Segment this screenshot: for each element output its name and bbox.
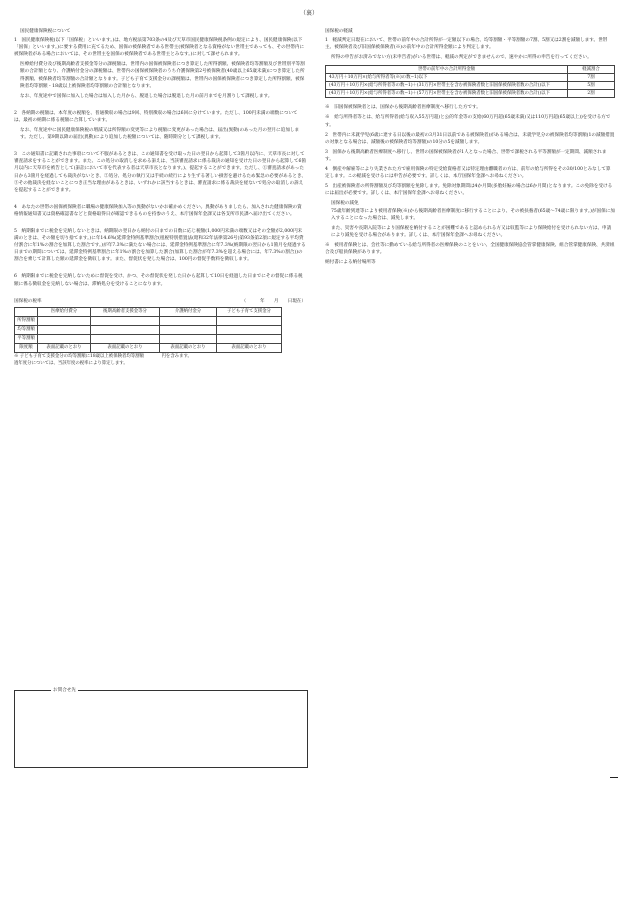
exemption-title: 国保税の減免 — [331, 201, 359, 207]
left-item-1-detail: 医療給付費分及び後期高齢者支援金等分の課税額は、世帯内の国保被保険者につき算定した所得割額、被保険者均等割額及び世帯別平等割額の合計額となり、介護納付金分の課税額は、世帯内の国保被保険者のうち介護保険第2号被保険者(40歳以上65歳未満)につき算定した所得割額、被保険者均等割額の合計額となります。子ども子育て支援金分の課税額は、世帯内の国保被保険者につき算定した所得割額、被保険者均等割額・18歳以上被保険者均等割額の合計額となります。 — [20, 62, 305, 89]
edge-mark — [610, 777, 618, 778]
tax-rate-title: 国保税の税率 — [14, 298, 42, 304]
left-item-5: 5 納期限までに税金を完納しないときは、納期限の翌日から納付の日までの日数に応じ税額(1,000円未満の端数又はその全額が2,000円未満のときは、その額を切り捨てます。)に年14.6%(延滞金特例基準割合(租税特別措置法(昭和32年法律第26号)第93条第2項に規定する平均貸付割合に年1%の割合を加算した割合です。)が年7.3%に満たない場合には、延滞金特例基準割合に年7.3%(納期限の翌日から1箇月を経過する日までの期間については、延滞金特例基準割合に年1%の割合を加算した割合(加算した割合が年7.3%を超える場合には、年7.3%の割合))の割合を乗じて計算した額の延滞金を徴収します。また、督促状を発した場合は、100円の督促手数料を徴収します。 — [14, 228, 306, 263]
left-item-3: 3 この通知書に記載された事項について不服があるときは、この通知書を受け取った日の翌日から起算して3箇月以内に、天草市長に対して審査請求をすることができます。また、この処分の取消しを求める訴えは、当該審査請求に係る裁決の通知を受けた日の翌日から起算して6箇月以内に天草市を被告として(訴訟において市を代表する者は天草市長となります。)、提起することができます。ただし、①審査請求があった日から3箇月を経過しても裁決がないとき、②処分、処分の執行又は手続の続行により生ずる著しい損害を避けるため緊急の必要があるとき、③その他裁決を経ないことにつき正当な理由があるときは、いずれかに該当するときは、審査請求に係る裁決を経ないで処分の取消しの訴えを提起することができます。 — [14, 152, 306, 193]
table-row — [15, 334, 282, 343]
tax-row-per-capita: 均等割額 — [15, 325, 38, 334]
rate-col-ratio: 軽減割合 — [568, 66, 615, 74]
tax-col-childcare: 子ども子育て支援金分 — [217, 307, 282, 316]
reduction-rate-table — [325, 65, 615, 98]
contact-label: お問合せ先 — [53, 688, 76, 693]
tax-note-1: ※ 子ども子育て支援金分の均等割額に18歳以上被保険者均等割額 円を含みます。 — [14, 353, 192, 359]
tax-note-2: 過年度分については、当該年度の税率により算定します。 — [14, 360, 128, 366]
tax-limit-elderly: 表面記載のとおり — [91, 343, 160, 352]
right-intro-2: 所得の申告がお済みでない方(未申告者)がいる世帯は、軽減の判定ができませんので、速やかに所得の申告を行ってください。 — [331, 55, 592, 61]
tax-col-blank — [15, 307, 38, 316]
payment-places-title: 納付書による納付場所等 — [325, 260, 376, 266]
left-item-6: 6 納期限までに税金を完納しないために督促を受け、かつ、その督促状を発した日から起算して10日を経過した日までにその督促に係る税額に係る徴収金を完納しない場合は、滞納処分を受けることになります。 — [14, 274, 303, 287]
exemption-text-1: 75歳年齢到達等により被用者保険(※)から後期高齢者医療制度に移行することにより、その被扶養者(65歳〜74歳に限ります。)が国保に加入することになった場合は、減免します。 — [331, 208, 615, 221]
tax-col-elderly: 後期高齢者支援金等分 — [91, 307, 160, 316]
table-row — [326, 74, 615, 82]
tax-col-medical: 医療給付費分 — [38, 307, 91, 316]
right-intro-1: 1 軽減判定日現在において、世帯の前年中の合計所得が一定額以下の場合、均等割額・平等割額の7割、5割又は2割を減額します。世帯主、被保険者及び旧国保被保険者(※)の前年中の合計所得金額により判定します。 — [325, 38, 608, 51]
right-item-4: 4 倒産や解雇等により失業された方で雇用保険の特定受給資格者又は特定理由離職者の方は、前年の給与所得をその30/100とみなして算定します。この軽減を受けるには申告が必要です。詳しくは、本庁国保年金課へお尋ねください。 — [325, 167, 611, 180]
right-item-5: 5 出産被保険者の所得割額及び均等割額を免除します。免除対象期間は4か月間(多胎妊娠の場合は6か月間)となります。この免除を受けるには届出が必要です。詳しくは、本庁国保年金課へお尋ねください。 — [325, 184, 613, 197]
tax-rate-section — [14, 298, 306, 367]
tax-row-limit: 限度額 — [15, 343, 38, 352]
contact-box — [14, 690, 308, 768]
rate-header-row — [326, 66, 615, 74]
rate-row-3-ratio: 2割 — [568, 90, 615, 98]
tax-limit-medical: 表面記載のとおり — [38, 343, 91, 352]
rate-row-1-ratio: 7割 — [568, 74, 615, 82]
table-row — [326, 90, 615, 98]
left-item-1-note: なお、年度途中で国保に加入した場合は加入した月から、脱退した場合は脱退した月の前月までを月割りして課税します。 — [20, 93, 273, 99]
tax-row-household: 平等割額 — [15, 334, 38, 343]
right-item-3: 3 国保から後期高齢者医療制度へ移行し、世帯の国保被保険者が1人となった場合、世帯で課税される平等割額が一定期間、減額されます。 — [325, 149, 607, 162]
table-row — [15, 325, 282, 334]
rate-row-2-ratio: 5割 — [568, 82, 615, 90]
right-item-2: 2 世帯内に未就学児(6歳に達する日以後の最初の3月31日以前である被保険者)がある場合は、未就学児分の被保険者均等割額(1の減額措置の対象となる場合は、減額後の被保険者均等割額)の10分の5を減額します。 — [325, 132, 615, 145]
tax-row-income: 所得割額 — [15, 316, 38, 325]
left-item-2: 2 各納期の税額は、本年度の税額を、普通徴収の場合は9回、特別徴収の場合は6回に分けています。ただし、100円未満の端数については、最初の納期に係る税額に合算しています。 — [14, 110, 298, 123]
tax-limit-childcare: 表面記載のとおり — [217, 343, 282, 352]
rate-row-1-condition: 43万円＋10万円×(給与所得者等(※)の数−1)以下 — [326, 74, 568, 82]
reverse-side-mark: （裏） — [300, 10, 319, 17]
table-row — [326, 82, 615, 90]
table-row — [15, 343, 282, 352]
tax-rate-table — [14, 307, 282, 353]
right-column — [325, 28, 615, 266]
rate-row-2-condition: (43万円＋10万円×(給与所得者等の数−1)＋(31万円×世帯主を含む被保険者数と旧国保被保険者数の合計))以下 — [326, 82, 568, 90]
exemption-text-2: また、災害や長期入院等により国保税を納付することが困難であると認められる方又は収監等により保険給付を受けられない方は、申請により減免を受ける場合があります。詳しくは、本庁国保年金課へお尋ねください。 — [331, 225, 612, 238]
note-former-insured: ※ 旧国保被保険者とは、国保から後期高齢者医療制度へ移行した方です。 — [325, 105, 481, 111]
left-item-2-note: なお、年度途中に国民健康保険税の増減又は所得額の変更等により税額に変更があった場合は、届出(異動)のあった月の翌月に追加します。ただし、第9期以降の届出(異動)により追加した税額については、随時期分として課税します。 — [20, 128, 300, 141]
note-salary-earners: ※ 給与所得者等とは、給与所得者(給与収入55万円超)と公的年金等の支給(60万円超(65歳未満)又は110万円超(65歳以上))を受ける方です。 — [325, 115, 611, 128]
tax-rate-header-row — [15, 307, 282, 316]
tax-rate-date: （ 年 月 日現在） — [241, 298, 306, 304]
table-row — [15, 316, 282, 325]
reduction-section-title: 国保税の軽減 — [325, 29, 353, 34]
exemption-note: ※ 被用者保険とは、会社等に勤めている給与所得者の医療保険のことをいい、全国健康保険協会管掌健康保険、組合管掌健康保険、共済組合及び船員保険があります。 — [325, 242, 615, 255]
left-item-4: 4 あなたの世帯の国保被保険者に職場の健康保険加入等の異動がないかお確かめください。異動がありましたら、加入された健康保険の資格情報通知書又は資格確認書などと資格取得日が確認できるものを持参のうえ、本庁国保年金課又は各支所市民課へ届け出てください。 — [14, 204, 302, 217]
national-health-tax-title: 国民健康保険税について — [20, 29, 71, 34]
tax-limit-nursing: 表面記載のとおり — [160, 343, 217, 352]
left-column — [14, 28, 306, 367]
rate-col-income: 世帯の前年中の合計所得金額 — [326, 66, 568, 74]
rate-row-3-condition: (43万円＋10万円×(給与所得者等の数−1)＋(57万円×世帯主を含む被保険者数と旧国保被保険者数の合計))以下 — [326, 90, 568, 98]
left-item-1: 1 国民健康保険税(以下「国保税」といいます。)は、地方税法第703条の4及び天草市国民健康保険税条例の規定により、国民健康保険(以下「国保」といいます。)に要する費用に充てるため、国保の被保険者である世帯主(被保険者となる資格がない世帯主であっても、その世帯内に被保険者がある場合においては、その世帯主を国保の被保険者である世帯主とみなす。)に対して課せられます。 — [14, 38, 305, 58]
tax-col-nursing: 介護納付金分 — [160, 307, 217, 316]
